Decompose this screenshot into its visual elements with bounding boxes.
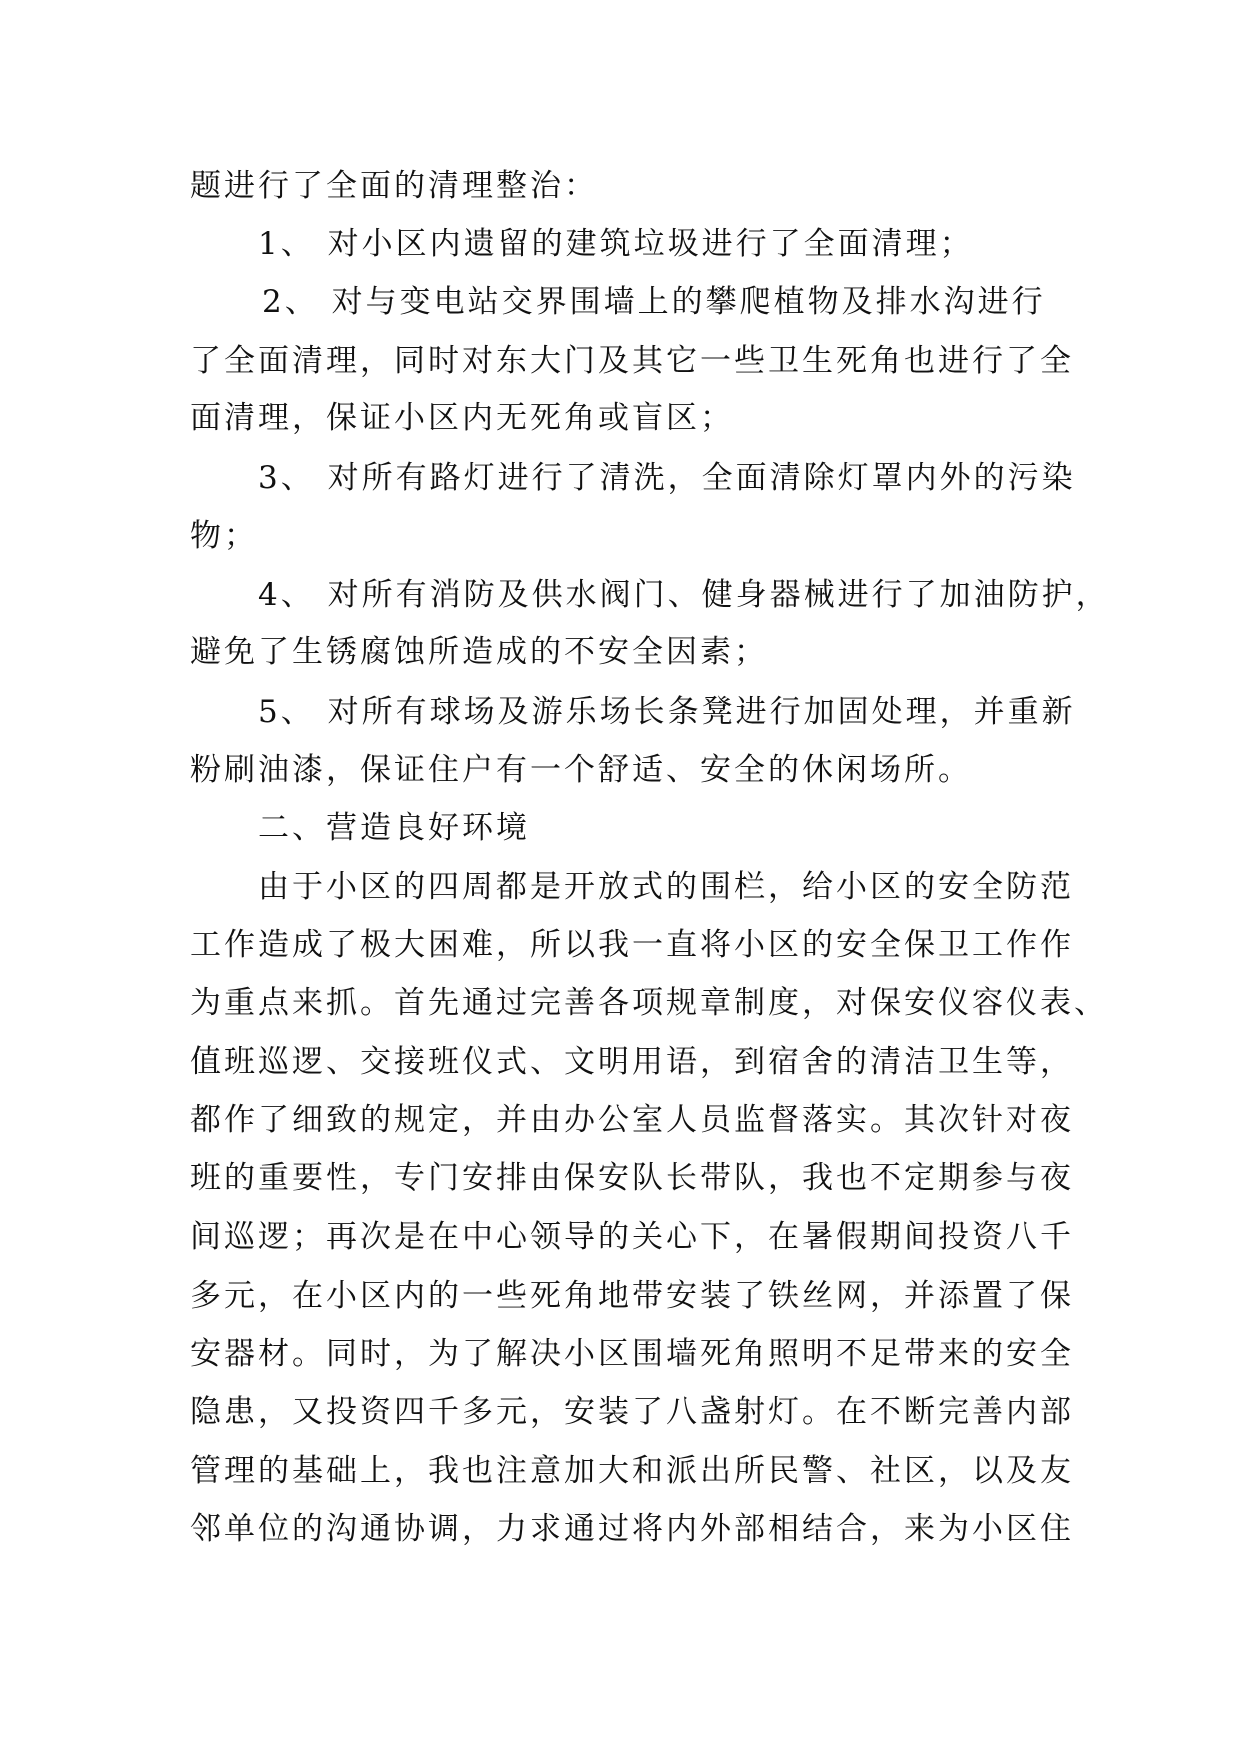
- text-line: 为重点来抓。首先通过完善各项规章制度，对保安仪容仪表、: [190, 985, 1108, 1021]
- text-line: 班的重要性，专门安排由保安队长带队，我也不定期参与夜: [190, 1160, 1074, 1196]
- text-line: 邻单位的沟通协调，力求通过将内外部相结合，来为小区住: [190, 1511, 1074, 1547]
- text-line: 安器材。同时，为了解决小区围墙死角照明不足带来的安全: [190, 1336, 1074, 1372]
- text-line: 物；: [190, 518, 258, 554]
- list-item-5: 5、 对所有球场及游乐场长条凳进行加固处理，并重新: [258, 694, 1076, 730]
- list-item-1: 1、 对小区内遗留的建筑垃圾进行了全面清理；: [258, 226, 974, 262]
- text-line: 管理的基础上，我也注意加大和派出所民警、社区，以及友: [190, 1453, 1074, 1489]
- list-item-4: 4、 对所有消防及供水阀门、健身器械进行了加油防护，: [258, 577, 1110, 613]
- text-line: 面清理，保证小区内无死角或盲区；: [190, 400, 734, 436]
- list-item-2: 2、 对与变电站交界围墙上的攀爬植物及排水沟进行: [262, 284, 1046, 320]
- list-item-3: 3、 对所有路灯进行了清洗，全面清除灯罩内外的污染: [258, 460, 1076, 496]
- text-line: 粉刷油漆，保证住户有一个舒适、安全的休闲场所。: [190, 752, 972, 788]
- text-line: 值班巡逻、交接班仪式、文明用语，到宿舍的清洁卫生等，: [190, 1044, 1074, 1080]
- text-line: 隐患，又投资四千多元，安装了八盏射灯。在不断完善内部: [190, 1394, 1074, 1430]
- text-line: 了全面清理，同时对东大门及其它一些卫生死角也进行了全: [190, 343, 1074, 379]
- paragraph-start: 由于小区的四周都是开放式的围栏，给小区的安全防范: [258, 869, 1074, 905]
- text-line: 题进行了全面的清理整治：: [190, 168, 598, 204]
- text-line: 工作造成了极大困难，所以我一直将小区的安全保卫工作作: [190, 927, 1074, 963]
- text-line: 避免了生锈腐蚀所造成的不安全因素；: [190, 634, 768, 670]
- text-line: 多元，在小区内的一些死角地带安装了铁丝网，并添置了保: [190, 1278, 1074, 1314]
- text-line: 都作了细致的规定，并由办公室人员监督落实。其次针对夜: [190, 1102, 1074, 1138]
- section-heading: 二、营造良好环境: [258, 810, 530, 846]
- text-line: 间巡逻；再次是在中心领导的关心下，在暑假期间投资八千: [190, 1219, 1074, 1255]
